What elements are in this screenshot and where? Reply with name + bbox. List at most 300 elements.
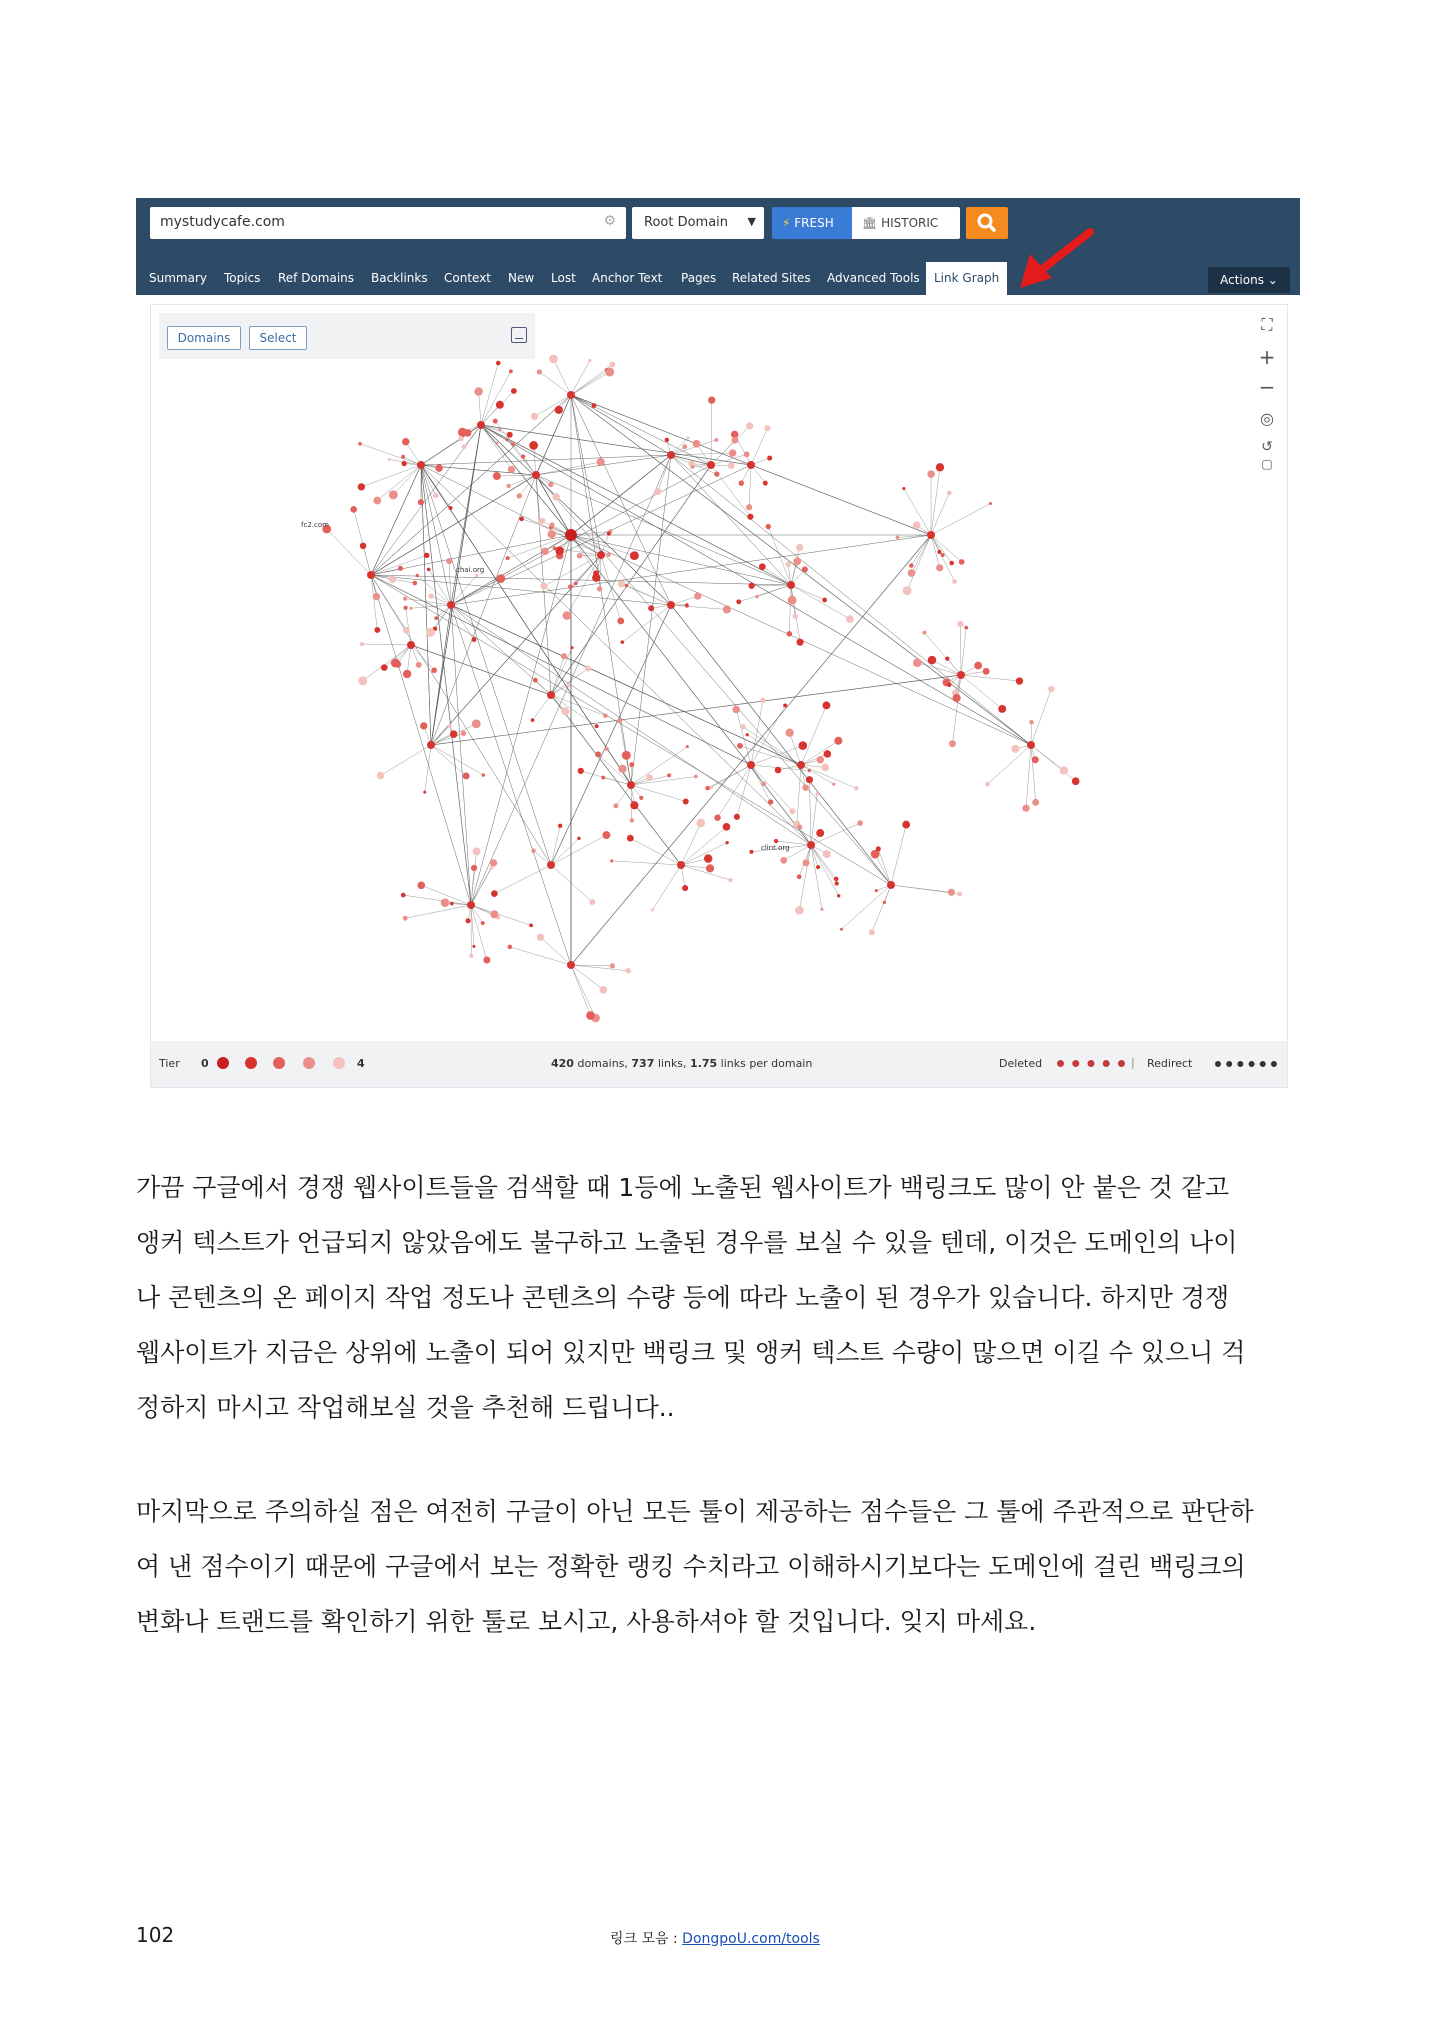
graph-edge <box>405 905 471 918</box>
zoom-out-icon[interactable]: − <box>1258 375 1276 399</box>
graph-node <box>630 801 638 809</box>
graph-node <box>927 470 934 477</box>
graph-edge <box>536 475 891 885</box>
graph-hub-node <box>667 601 675 609</box>
target-icon[interactable]: ◎ <box>1260 409 1274 428</box>
graph-node <box>574 582 578 586</box>
tier-max: 4 <box>357 1057 365 1070</box>
graph-node <box>835 881 839 885</box>
tab-topics[interactable]: Topics <box>224 271 261 285</box>
graph-edge <box>371 475 536 575</box>
graph-node <box>577 837 580 840</box>
graph-node <box>540 582 547 589</box>
graph-node <box>759 563 766 570</box>
graph-node <box>846 615 854 623</box>
actions-button[interactable] <box>1208 267 1290 293</box>
page-number: 102 <box>136 1923 175 1947</box>
graph-edge <box>481 371 511 425</box>
graph-edge <box>571 361 590 395</box>
graph-node <box>420 722 427 729</box>
tab-related-sites[interactable]: Related Sites <box>732 271 811 285</box>
graph-edge <box>711 400 712 465</box>
graph-node <box>957 621 963 627</box>
tab-anchor-text[interactable]: Anchor Text <box>592 271 663 285</box>
graph-node <box>802 566 808 572</box>
graph-node <box>837 894 840 897</box>
graph-node <box>728 462 735 469</box>
graph-node <box>620 640 624 644</box>
graph-node <box>358 442 362 446</box>
graph-node <box>714 814 720 820</box>
graph-edge <box>481 425 571 535</box>
graph-node <box>736 599 741 604</box>
graph-node <box>936 564 943 571</box>
select-button[interactable]: Select <box>249 326 307 350</box>
graph-node <box>875 889 878 892</box>
graph-node <box>595 751 601 757</box>
graph-node <box>529 923 533 927</box>
graph-node <box>974 662 982 670</box>
graph-node <box>824 750 832 758</box>
graph-controls <box>159 313 535 359</box>
graph-edge <box>534 395 571 416</box>
tab-summary[interactable]: Summary <box>149 271 207 285</box>
p1-line-1: 가끔 구글에서 경쟁 웹사이트들을 검색할 때 1등에 노출된 웹사이트가 백링크도 많이 안 붙은 것 같고 <box>136 1173 1230 1202</box>
graph-node <box>749 850 753 854</box>
p1-line-5: 정하지 마시고 작업해보실 것을 추천해 드립니다.. <box>136 1393 675 1422</box>
tier-label: Tier <box>159 1057 180 1070</box>
graph-hub-node <box>957 671 965 679</box>
graph-node <box>959 559 965 565</box>
graph-node <box>985 782 990 787</box>
tab-advanced-tools[interactable]: Advanced Tools <box>827 271 920 285</box>
graph-node <box>941 553 945 557</box>
graph-node <box>597 586 602 591</box>
graph-edge <box>551 838 579 865</box>
graph-edge <box>601 555 621 621</box>
graph-node <box>416 574 419 577</box>
graph-node <box>687 436 690 439</box>
graph-edge <box>671 596 698 605</box>
graph-edge <box>811 794 817 845</box>
graph-edge <box>471 535 571 905</box>
domains-button[interactable]: Domains <box>167 326 241 350</box>
graph-node <box>613 803 618 808</box>
graph-edge <box>917 663 961 675</box>
graph-node <box>571 646 574 649</box>
graph-edge <box>841 885 891 929</box>
graph-legend <box>151 1041 1287 1087</box>
graph-edge <box>681 865 730 880</box>
graph-node <box>472 945 475 948</box>
graph-edge <box>571 370 608 395</box>
actions-label: Actions <box>1220 273 1264 287</box>
graph-edge <box>551 605 671 865</box>
graph-node <box>729 449 737 457</box>
graph-node <box>577 553 583 559</box>
graph-edge <box>551 695 597 726</box>
graph-node <box>731 437 738 444</box>
graph-node <box>949 561 954 566</box>
graph-node <box>403 606 407 610</box>
graph-node <box>403 627 410 634</box>
graph-node <box>739 480 744 485</box>
toolbar <box>136 198 1300 295</box>
graph-node-label: fc2.com <box>301 521 329 529</box>
graph-node <box>799 741 808 750</box>
graph-node <box>578 768 584 774</box>
graph-node <box>426 628 435 637</box>
tab-ref-domains[interactable]: Ref Domains <box>278 271 355 285</box>
graph-node <box>563 611 572 620</box>
graph-node <box>424 553 429 558</box>
graph-node <box>458 436 463 441</box>
graph-node <box>728 878 732 882</box>
graph-node <box>734 814 740 820</box>
graph-edge <box>421 455 671 465</box>
graph-node <box>416 662 422 668</box>
graph-node <box>802 859 809 866</box>
graph-node <box>548 482 553 487</box>
graph-node <box>746 422 753 429</box>
link-graph-canvas[interactable] <box>151 305 1288 1043</box>
graph-node <box>358 483 365 490</box>
graph-hub-node <box>477 421 485 429</box>
graph-edge <box>551 865 592 902</box>
graph-node <box>531 718 535 722</box>
graph-hub-node <box>797 761 805 769</box>
tab-backlinks[interactable]: Backlinks <box>371 271 428 285</box>
root-domain-select[interactable] <box>632 207 764 239</box>
graph-node <box>796 544 803 551</box>
graph-edge <box>451 605 811 845</box>
graph-node <box>607 532 611 536</box>
graph-node <box>471 865 477 871</box>
graph-node <box>683 798 689 804</box>
graph-edge <box>451 535 931 605</box>
tab-lost[interactable]: Lost <box>551 271 576 285</box>
graph-node <box>606 552 610 556</box>
graph-node <box>630 551 639 560</box>
domains-count: 420 <box>551 1057 574 1070</box>
graph-node <box>472 719 481 728</box>
paragraph-2 <box>136 1484 1306 1649</box>
graph-edge <box>961 675 1002 709</box>
legend-separator: | <box>1131 1056 1135 1069</box>
graph-node <box>704 854 712 862</box>
graph-node <box>1029 720 1033 724</box>
graph-node <box>521 454 525 458</box>
graph-hub-node <box>747 461 755 469</box>
graph-node <box>388 458 391 461</box>
links-per-domain: 1.75 <box>690 1057 718 1070</box>
graph-node <box>691 465 695 469</box>
graph-node <box>665 438 669 442</box>
graph-node <box>498 428 501 431</box>
graph-node <box>908 569 916 577</box>
graph-node <box>744 451 750 457</box>
graph-edge <box>961 628 966 675</box>
graph-node <box>360 642 364 646</box>
graph-edge <box>681 865 710 868</box>
graph-node <box>373 593 380 600</box>
paragraph-1 <box>136 1160 1306 1435</box>
graph-node <box>682 885 688 891</box>
graph-node <box>541 547 549 555</box>
tab-link-graph[interactable]: Link Graph <box>926 262 1007 295</box>
graph-node <box>519 517 524 522</box>
graph-edge <box>360 444 421 465</box>
graph-node <box>588 359 591 362</box>
graph-edge <box>327 529 371 575</box>
graph-node <box>876 846 881 851</box>
graph-node <box>548 530 556 538</box>
graph-edge <box>797 765 801 824</box>
graph-node <box>763 481 768 486</box>
graph-edge <box>393 465 421 495</box>
graph-node <box>472 637 477 642</box>
graph-node <box>832 783 835 786</box>
fresh-button[interactable] <box>772 207 852 239</box>
historic-button[interactable] <box>852 207 960 239</box>
link-graph-panel[interactable] <box>150 304 1288 1088</box>
graph-edge <box>471 905 531 925</box>
graph-node <box>610 963 615 968</box>
graph-node <box>446 558 452 564</box>
graph-edge <box>380 745 431 776</box>
graph-node <box>350 506 357 513</box>
graph-node <box>373 497 381 505</box>
graph-node <box>517 493 522 498</box>
graph-node <box>603 713 608 718</box>
graph-hub-node <box>567 391 575 399</box>
graph-node <box>374 627 380 633</box>
graph-node <box>1022 805 1029 812</box>
graph-node <box>493 419 498 424</box>
domains-suffix: domains, <box>573 1057 632 1070</box>
search-button[interactable] <box>966 207 1008 239</box>
graph-node <box>685 603 688 606</box>
graph-edge <box>809 780 811 845</box>
graph-edge <box>631 777 696 785</box>
graph-node <box>869 929 875 935</box>
graph-hub-node <box>547 861 555 869</box>
graph-node <box>403 670 411 678</box>
graph-edge <box>790 733 801 765</box>
graph-edge <box>757 585 791 597</box>
graph-node <box>448 724 452 728</box>
graph-edge <box>497 475 536 476</box>
fullscreen-icon[interactable]: ⛶ <box>1261 315 1273 334</box>
graph-node <box>508 945 512 949</box>
graph-hub-node <box>927 531 935 539</box>
root-domain-value: Root Domain <box>644 215 729 230</box>
graph-node <box>755 595 759 599</box>
graph-node <box>529 441 538 450</box>
graph-node <box>746 733 749 736</box>
graph-node <box>783 703 787 707</box>
square-icon[interactable]: ▢ <box>1261 457 1273 471</box>
graph-edges <box>327 359 1076 1018</box>
minimize-icon[interactable] <box>511 327 527 343</box>
zoom-in-icon[interactable]: + <box>1258 345 1276 369</box>
graph-node <box>602 831 610 839</box>
graph-edge <box>1026 745 1031 808</box>
graph-hub-node <box>417 461 425 469</box>
graph-node <box>629 762 634 767</box>
graph-node <box>922 631 926 635</box>
graph-node <box>592 403 597 408</box>
graph-edge <box>931 535 962 562</box>
p2-line-1: 마지막으로 주의하실 점은 여전히 구글이 아닌 모든 툴이 제공하는 점수들은 그 툴에 주관적으로 판단하 <box>136 1497 1254 1526</box>
graph-node <box>821 764 829 772</box>
graph-node <box>496 401 504 409</box>
graph-node <box>909 563 913 567</box>
graph-node <box>461 731 466 736</box>
redirect-label: Redirect <box>1147 1057 1193 1070</box>
graph-node <box>902 821 910 829</box>
tab-pages[interactable]: Pages <box>681 271 717 285</box>
graph-node <box>857 820 863 826</box>
graph-edge <box>789 585 791 634</box>
graph-hub-node <box>887 881 895 889</box>
caret-down-icon: ▼ <box>747 215 756 228</box>
gear-icon[interactable]: ⚙ <box>603 213 616 229</box>
graph-edge <box>571 372 610 395</box>
graph-node <box>854 786 858 790</box>
graph-edge <box>510 947 571 965</box>
graph-edge <box>671 605 891 885</box>
graph-node <box>760 698 765 703</box>
graph-edge <box>481 425 791 585</box>
graph-node <box>748 583 754 589</box>
undo-icon[interactable]: ↺ <box>1261 439 1273 455</box>
graph-node <box>601 776 605 780</box>
graph-edge <box>429 569 451 605</box>
graph-node <box>417 882 425 890</box>
graph-node <box>686 745 689 748</box>
graph-node <box>913 658 922 667</box>
graph-node <box>403 596 407 600</box>
graph-node <box>761 781 766 786</box>
tier-dot-2 <box>273 1057 285 1069</box>
graph-node <box>531 848 536 853</box>
graph-edge <box>751 700 763 765</box>
fresh-label: FRESH <box>794 216 834 230</box>
graph-node <box>706 864 714 872</box>
graph-node <box>937 550 941 554</box>
tab-new[interactable]: New <box>508 271 535 285</box>
graph-edge <box>891 825 906 885</box>
graph-node <box>377 772 385 780</box>
graph-edge <box>749 465 751 507</box>
graph-hub-node <box>447 601 455 609</box>
graph-edge <box>736 709 751 765</box>
graph-node <box>780 857 787 864</box>
graph-node <box>567 683 571 687</box>
graph-node <box>589 899 595 905</box>
links-suffix: links, <box>654 1057 691 1070</box>
graph-summary <box>551 1057 812 1070</box>
graph-edge <box>539 372 571 395</box>
graph-node <box>793 558 801 566</box>
graph-node <box>490 859 497 866</box>
graph-node <box>561 707 569 715</box>
graph-node <box>450 730 458 738</box>
graph-node <box>823 850 831 858</box>
graph-node <box>625 968 630 973</box>
graph-node <box>592 574 600 582</box>
graph-node <box>708 396 715 403</box>
graph-node <box>1032 799 1039 806</box>
graph-hub-node <box>467 901 475 909</box>
graph-node <box>394 661 401 668</box>
graph-hub-node <box>565 529 577 541</box>
graph-edge <box>411 605 451 608</box>
graph-node <box>816 829 824 837</box>
graph-edge <box>961 675 1019 681</box>
graph-edge <box>681 823 701 865</box>
graph-node <box>785 729 793 737</box>
tier-min: 0 <box>201 1057 209 1070</box>
graph-node <box>540 518 546 524</box>
graph-node <box>398 566 403 571</box>
graph-node <box>714 472 719 477</box>
graph-node <box>767 455 772 460</box>
graph-node <box>795 906 804 915</box>
graph-node <box>434 616 438 620</box>
graph-edge <box>421 465 811 845</box>
graph-node <box>595 724 599 728</box>
graph-node <box>723 605 731 613</box>
graph-edge <box>354 509 371 575</box>
graph-node <box>585 666 591 672</box>
graph-hub-node <box>1027 741 1035 749</box>
graph-node <box>1048 686 1054 692</box>
graph-node <box>475 574 479 578</box>
graph-edge <box>621 584 671 605</box>
graph-node <box>696 819 705 828</box>
graph-node <box>409 607 412 610</box>
graph-edge <box>791 585 825 600</box>
search-value: mystudycafe.com <box>160 214 285 230</box>
graph-node <box>667 773 671 777</box>
graph-node <box>605 368 614 377</box>
graph-hub-node <box>367 571 375 579</box>
graph-node <box>928 656 936 664</box>
graph-edge <box>536 395 571 475</box>
bank-icon: 🏛 <box>862 216 878 230</box>
graph-node <box>747 514 753 520</box>
search-input[interactable] <box>150 207 626 239</box>
graph-node <box>561 653 567 659</box>
graph-node <box>797 874 802 879</box>
tab-context[interactable]: Context <box>444 271 492 285</box>
graph-edge <box>931 504 990 535</box>
footer-link[interactable]: DongpoU.com/tools <box>682 1931 820 1947</box>
graph-node <box>903 586 912 595</box>
link-graph-screenshot <box>136 198 1300 1088</box>
graph-node <box>775 767 782 774</box>
graph-edge <box>421 425 481 465</box>
graph-node <box>553 546 557 550</box>
tier-dot-1 <box>245 1057 257 1069</box>
graph-node <box>947 683 951 687</box>
graph-node <box>401 461 406 466</box>
graph-hub-node <box>597 551 605 559</box>
graph-node <box>1060 766 1068 774</box>
graph-hub-node <box>707 461 715 469</box>
